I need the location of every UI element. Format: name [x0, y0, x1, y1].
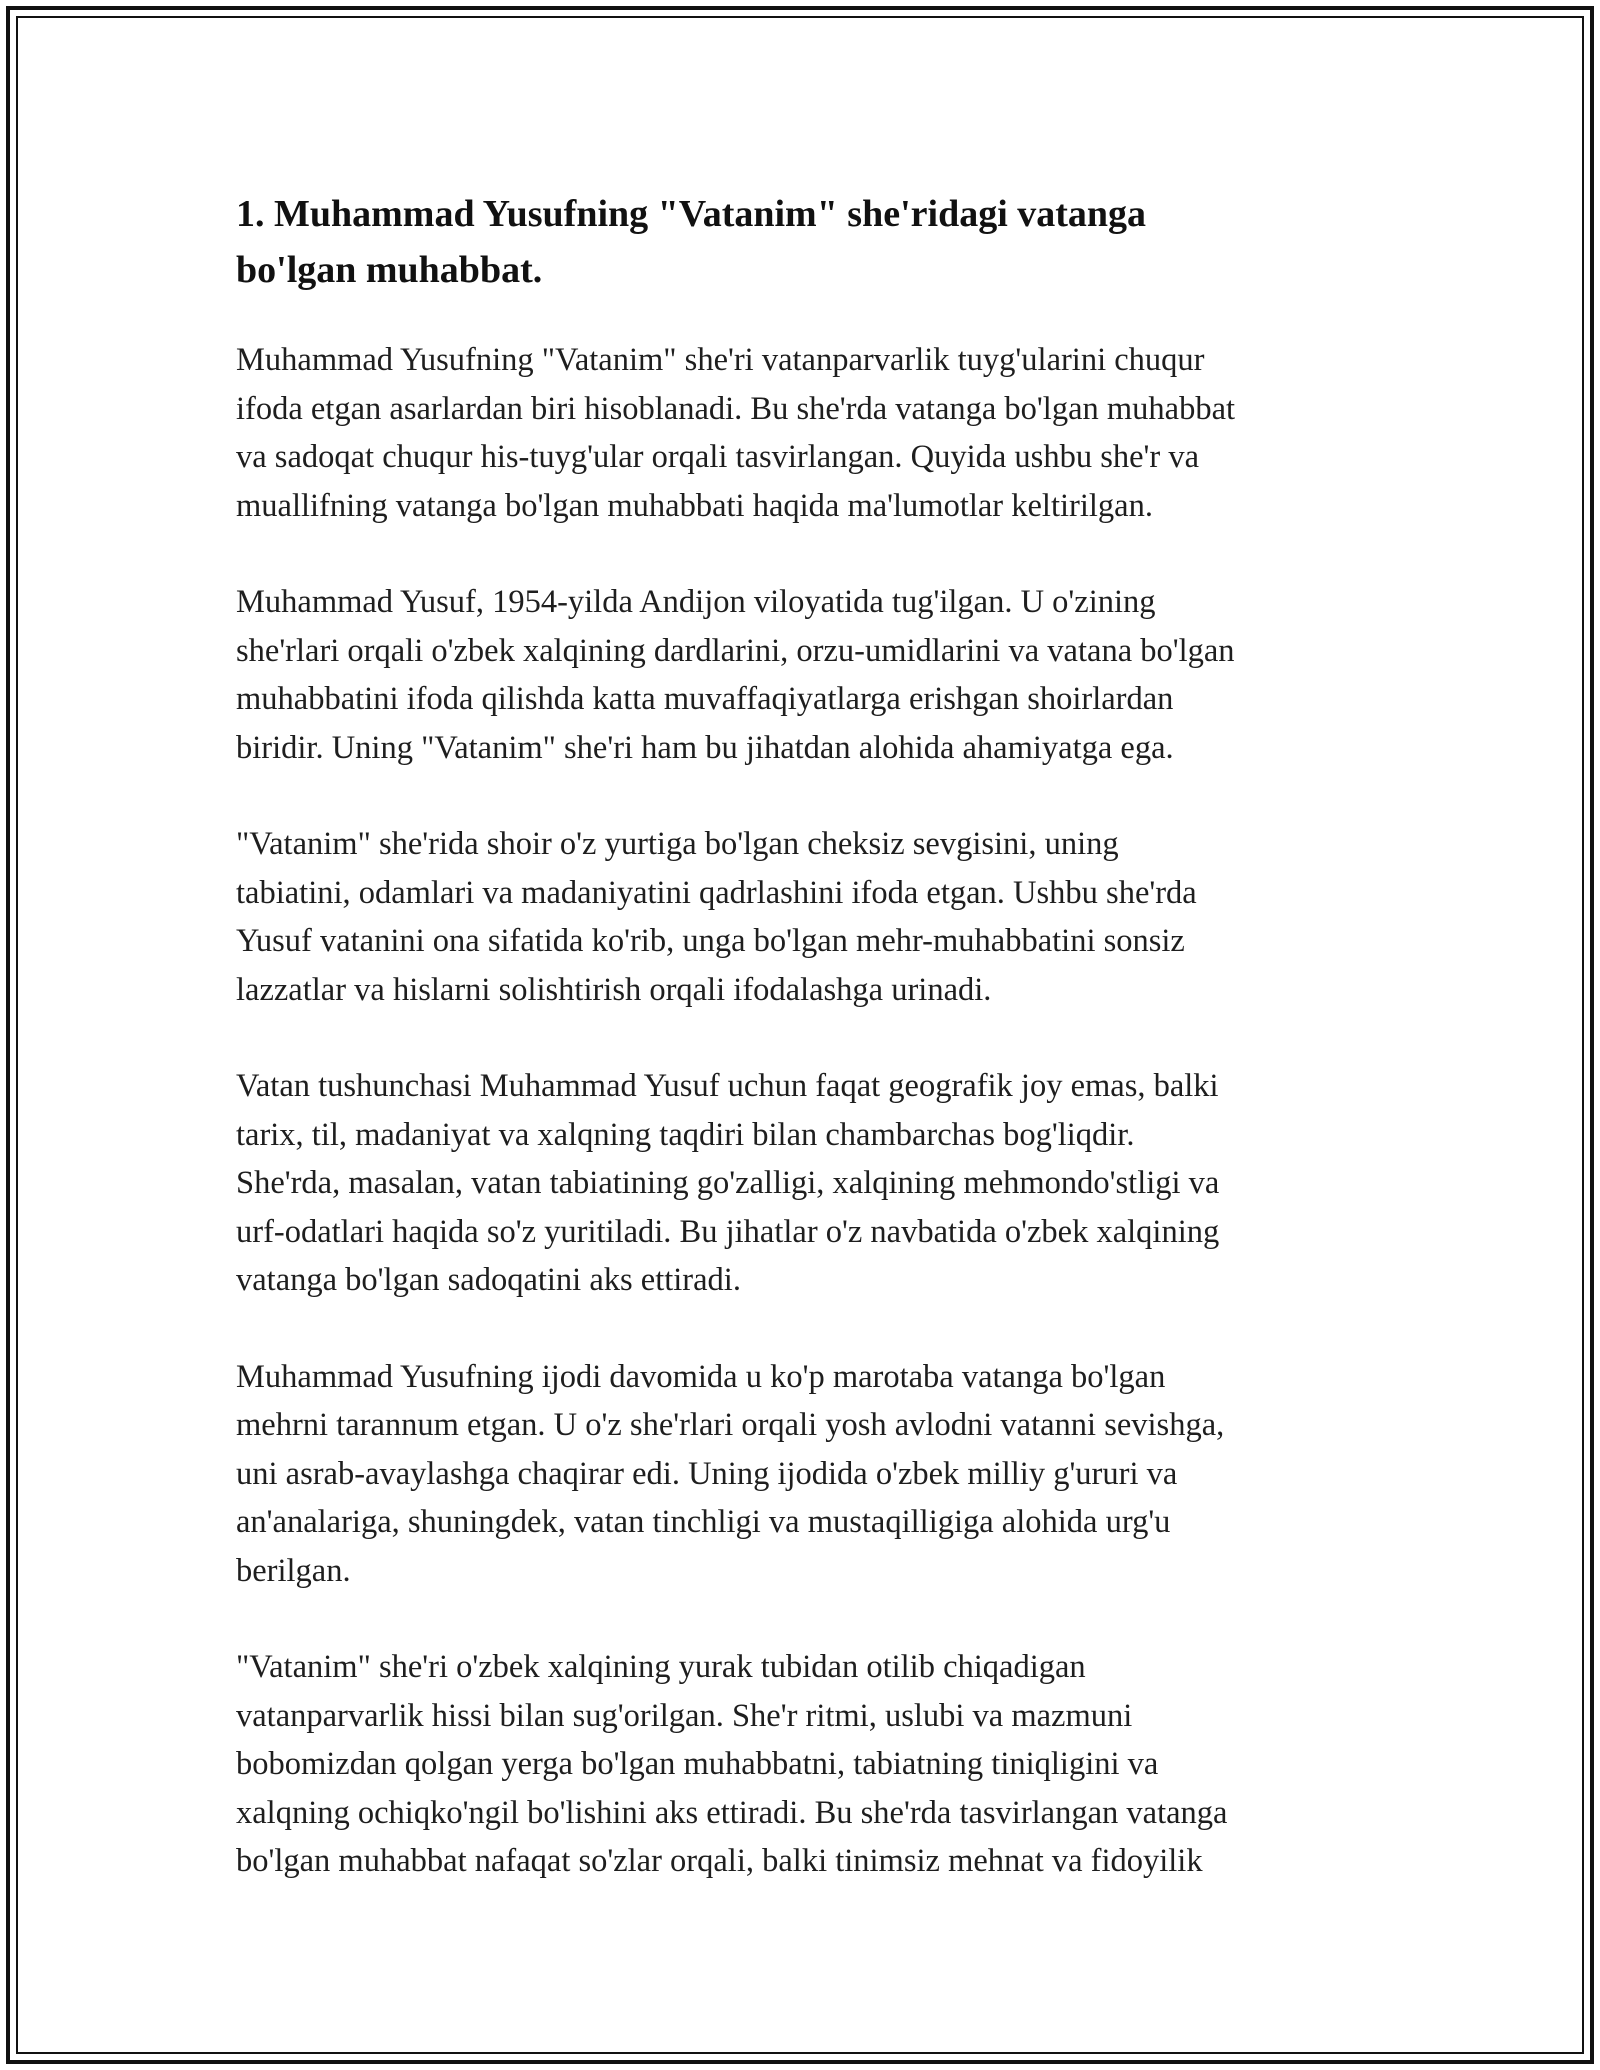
paragraph-line: Vatan tushunchasi Muhammad Yusuf uchun faqat geografik joy emas, balki [236, 1068, 1219, 1104]
paragraph-line: uni asrab-avaylashga chaqirar edi. Uning ijodida o'zbek milliy g'ururi va [236, 1455, 1178, 1492]
document-body [236, 186, 1366, 1886]
heading-line: bo'lgan muhabbat. [236, 249, 543, 291]
paragraph-line: tabiatini, odamlari va madaniyatini qadrlashini ifoda etgan. Ushbu she'rda [236, 874, 1197, 911]
paragraph-list [236, 336, 1366, 1886]
paragraph-line: bobomizdan qolgan yerga bo'lgan muhabbatni, tabiatning tiniqligini va [236, 1746, 1159, 1782]
paragraph-line: vatanga bo'lgan sadoqatini aks ettiradi. [236, 1262, 741, 1298]
paragraph-line: Muhammad Yusufning ijodi davomida u ko'p marotaba vatanga bo'lgan [236, 1358, 1166, 1395]
paragraph-line: berilgan. [236, 1552, 351, 1589]
paragraph-line: lazzatlar va hislarni solishtirish orqali ifodalashga urinadi. [236, 971, 992, 1008]
paragraph-line: muhabbatini ifoda qilishda katta muvaffaqiyatlarga erishgan shoirlardan [236, 681, 1174, 717]
paragraph-line: va sadoqat chuqur his-tuyg'ular orqali tasvirlangan. Quyida ushbu she'r va [236, 439, 1200, 475]
paragraph-line: "Vatanim" she'rida shoir o'z yurtiga bo'lgan cheksiz sevgisini, uning [236, 826, 1119, 862]
paragraph-line: "Vatanim" she'ri o'zbek xalqining yurak tubidan otilib chiqadigan [236, 1649, 1086, 1685]
document-heading [236, 186, 1366, 298]
paragraph-line: She'rda, masalan, vatan tabiatining go'zalligi, xalqining mehmondo'stligi va [236, 1165, 1220, 1201]
paragraph-line: urf-odatlari haqida so'z yuritiladi. Bu jihatlar o'z navbatida o'zbek xalqining [236, 1213, 1220, 1250]
paragraph-line: an'analariga, shuningdek, vatan tinchligi va mustaqilligiga alohida urg'u [236, 1504, 1171, 1540]
document-paragraph [236, 820, 1366, 1014]
document-paragraph [236, 578, 1366, 772]
document-paragraph [236, 336, 1366, 530]
paragraph-line: muallifning vatanga bo'lgan muhabbati haqida ma'lumotlar keltirilgan. [236, 487, 1153, 524]
document-paragraph [236, 1353, 1366, 1596]
paragraph-line: ifoda etgan asarlardan biri hisoblanadi. Bu she'rda vatanga bo'lgan muhabbat [236, 390, 1236, 427]
paragraph-line: mehrni tarannum etgan. U o'z she'rlari orqali yosh avlodni vatanni sevishga, [236, 1407, 1225, 1443]
paragraph-line: vatanparvarlik hissi bilan sug'orilgan. She'r ritmi, uslubi va mazmuni [236, 1697, 1133, 1734]
paragraph-line: she'rlari orqali o'zbek xalqining dardlarini, orzu-umidlarini va vatana bo'lgan [236, 632, 1235, 669]
paragraph-line: Muhammad Yusufning "Vatanim" she'ri vatanparvarlik tuyg'ularini chuqur [236, 342, 1205, 378]
paragraph-line: Muhammad Yusuf, 1954-yilda Andijon viloyatida tug'ilgan. U o'zining [236, 584, 1156, 620]
document-paragraph [236, 1062, 1366, 1305]
document-paragraph [236, 1643, 1366, 1886]
paragraph-line: xalqning ochiqko'ngil bo'lishini aks ettiradi. Bu she'rda tasvirlangan vatanga [236, 1794, 1228, 1831]
paragraph-line: Yusuf vatanini ona sifatida ko'rib, unga bo'lgan mehr-muhabbatini sonsiz [236, 923, 1185, 959]
heading-line: 1. Muhammad Yusufning "Vatanim" she'ridagi vatanga [236, 193, 1147, 235]
paragraph-line: tarix, til, madaniyat va xalqning taqdiri bilan chambarchas bog'liqdir. [236, 1116, 1135, 1153]
paragraph-line: bo'lgan muhabbat nafaqat so'zlar orqali, balki tinimsiz mehnat va fidoyilik [236, 1843, 1203, 1879]
paragraph-line: biridir. Uning "Vatanim" she'ri ham bu jihatdan alohida ahamiyatga ega. [236, 729, 1174, 766]
